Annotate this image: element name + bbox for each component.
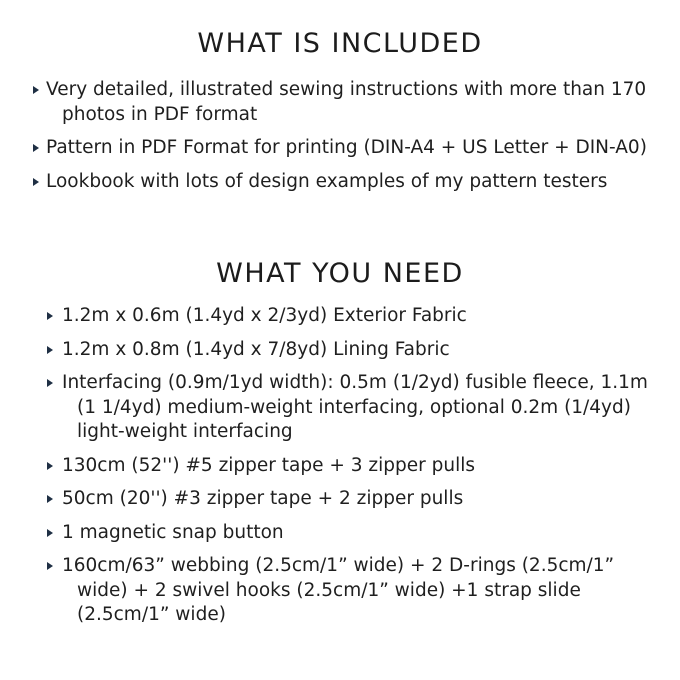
list-item	[30, 78, 660, 127]
need-list	[44, 304, 660, 637]
list-item	[44, 304, 660, 329]
list-item	[44, 554, 660, 628]
list-item	[30, 136, 660, 161]
section-heading-included: WHAT IS INCLUDED	[197, 28, 483, 59]
list-item-text: Interfacing (0.9m/1yd width): 0.5m (1/2yd) fusible fleece, 1.1m (1 1/4yd) medium-weight interfacing, optional 0.2m (1/4yd) light-weight interfacing	[62, 372, 648, 442]
list-item-text: 1.2m x 0.8m (1.4yd x 7/8yd) Lining Fabric	[62, 338, 450, 360]
triangle-bullet-icon	[47, 312, 53, 320]
list-item-text: 1.2m x 0.6m (1.4yd x 2/3yd) Exterior Fabric	[62, 305, 467, 326]
triangle-bullet-icon	[47, 495, 53, 503]
triangle-bullet-icon	[33, 144, 39, 152]
list-item	[44, 338, 660, 363]
triangle-bullet-icon	[33, 86, 39, 94]
list-item	[30, 170, 660, 195]
included-list	[30, 78, 660, 203]
list-item-text: 160cm/63” webbing (2.5cm/1” wide) + 2 D-rings (2.5cm/1” wide) + 2 swivel hooks (2.5cm/1” wide) +1 strap slide (2.5cm/1” wide)	[62, 555, 615, 625]
triangle-bullet-icon	[47, 379, 53, 387]
section-heading-need: WHAT YOU NEED	[216, 258, 464, 289]
triangle-bullet-icon	[47, 562, 53, 570]
list-item	[44, 454, 660, 479]
triangle-bullet-icon	[47, 462, 53, 470]
list-item-text: Very detailed, illustrated sewing instructions with more than 170 photos in PDF format	[46, 79, 647, 125]
triangle-bullet-icon	[33, 178, 39, 186]
list-item-text: Lookbook with lots of design examples of my pattern testers	[46, 170, 608, 192]
list-item-text: Pattern in PDF Format for printing (DIN-A4 + US Letter + DIN-A0)	[46, 137, 647, 158]
list-item	[44, 371, 660, 445]
triangle-bullet-icon	[47, 529, 53, 537]
list-item-text: 1 magnetic snap button	[62, 521, 284, 543]
triangle-bullet-icon	[47, 346, 53, 354]
list-item	[44, 487, 660, 512]
list-item-text: 50cm (20'') #3 zipper tape + 2 zipper pulls	[62, 488, 464, 509]
list-item-text: 130cm (52'') #5 zipper tape + 3 zipper pulls	[62, 454, 475, 476]
list-item	[44, 521, 660, 546]
